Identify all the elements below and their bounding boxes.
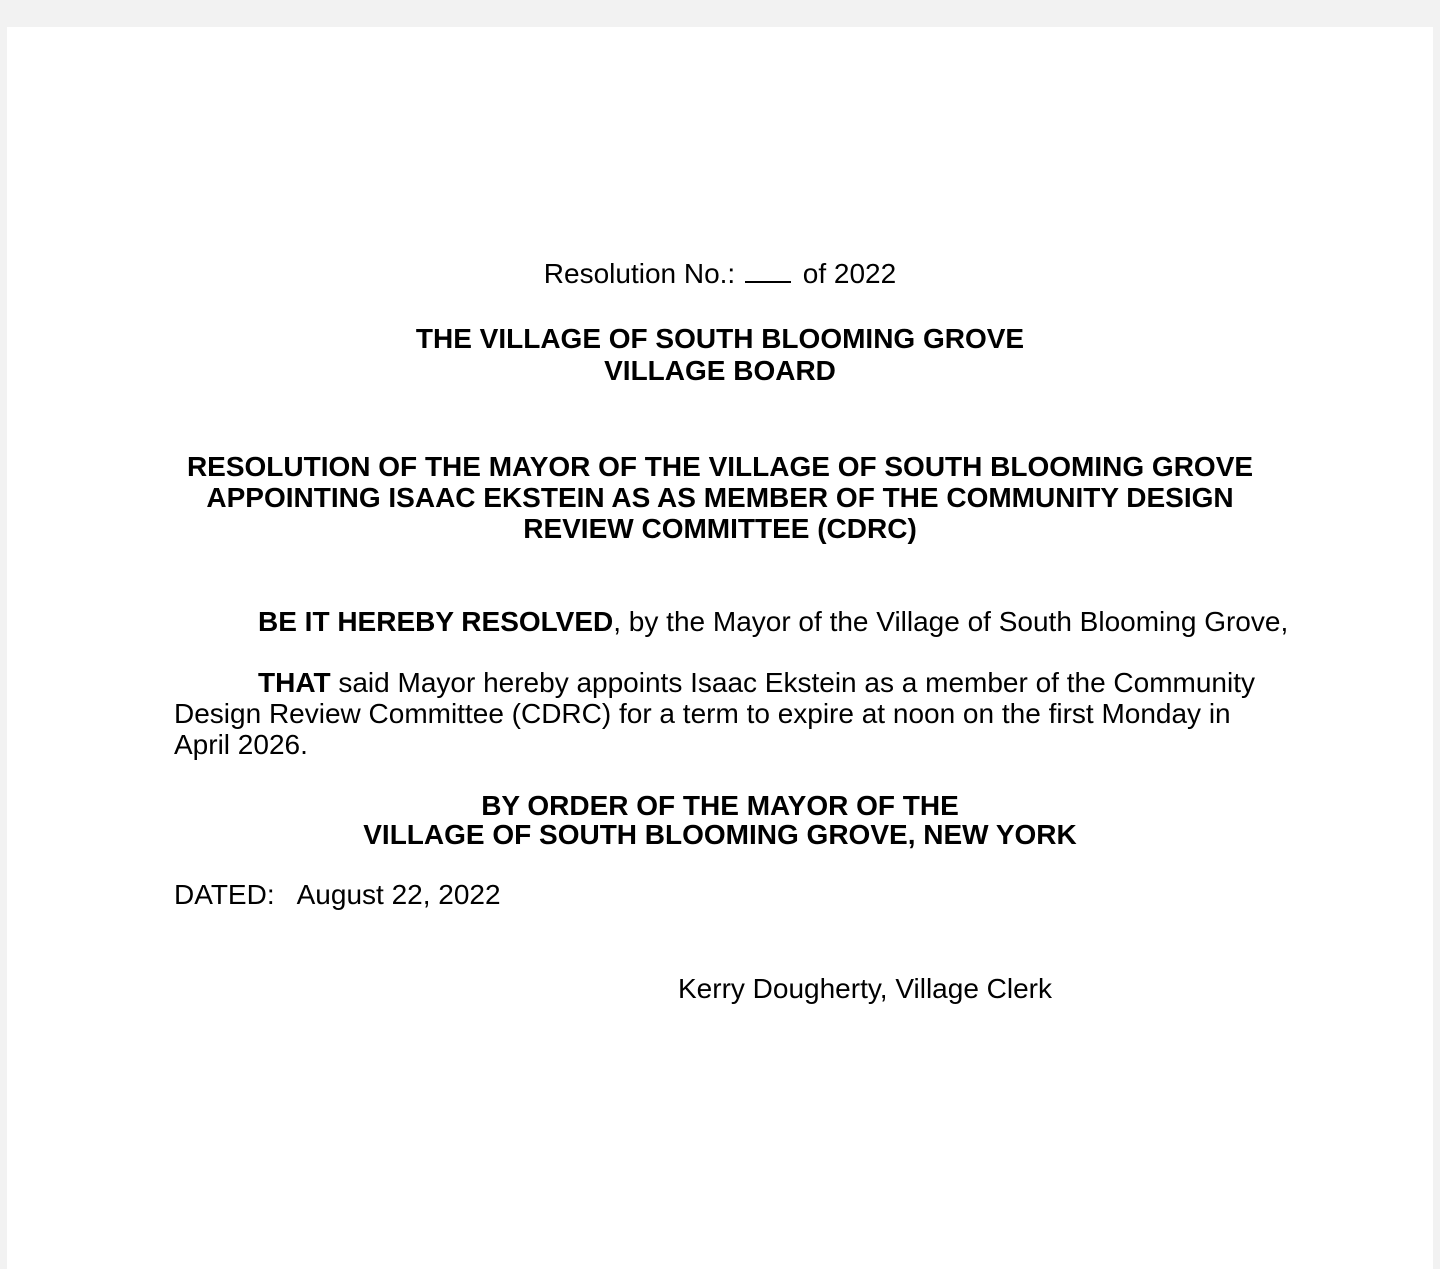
that-bold-text: THAT bbox=[258, 667, 331, 698]
resolution-year: of 2022 bbox=[802, 258, 897, 289]
resolution-title-line-3: REVIEW COMMITTEE (CDRC) bbox=[523, 513, 917, 544]
that-text: said Mayor hereby appoints Isaac Ekstein as a member of the Community Design Review Committee (CDRC) for a term to expire at noon on the first Monday in April 2026. bbox=[174, 667, 1256, 760]
signature-line: Kerry Dougherty, Village Clerk bbox=[678, 973, 1053, 1004]
dated-line bbox=[174, 879, 501, 911]
document-page bbox=[7, 27, 1433, 1269]
resolved-paragraph bbox=[258, 606, 1288, 638]
resolved-bold-text: BE IT HEREBY RESOLVED bbox=[258, 606, 614, 637]
dated-label: DATED: bbox=[174, 879, 275, 910]
resolution-title-line-2: APPOINTING ISAAC EKSTEIN AS AS MEMBER OF THE COMMUNITY DESIGN bbox=[206, 482, 1234, 513]
resolved-text: , by the Mayor of the Village of South Blooming Grove, bbox=[613, 606, 1289, 637]
resolution-number-blank bbox=[745, 257, 791, 283]
resolution-number-label: Resolution No.: bbox=[543, 258, 736, 289]
resolution-number-line bbox=[7, 257, 1433, 290]
village-heading: THE VILLAGE OF SOUTH BLOOMING GROVE bbox=[415, 323, 1025, 354]
dated-value: August 22, 2022 bbox=[296, 879, 501, 910]
order-line-2: VILLAGE OF SOUTH BLOOMING GROVE, NEW YORK bbox=[363, 819, 1077, 850]
order-line-1: BY ORDER OF THE MAYOR OF THE bbox=[481, 790, 959, 821]
resolution-title-line-1: RESOLUTION OF THE MAYOR OF THE VILLAGE OF SOUTH BLOOMING GROVE bbox=[186, 451, 1254, 482]
that-paragraph bbox=[174, 667, 1264, 760]
board-heading: VILLAGE BOARD bbox=[604, 355, 836, 386]
